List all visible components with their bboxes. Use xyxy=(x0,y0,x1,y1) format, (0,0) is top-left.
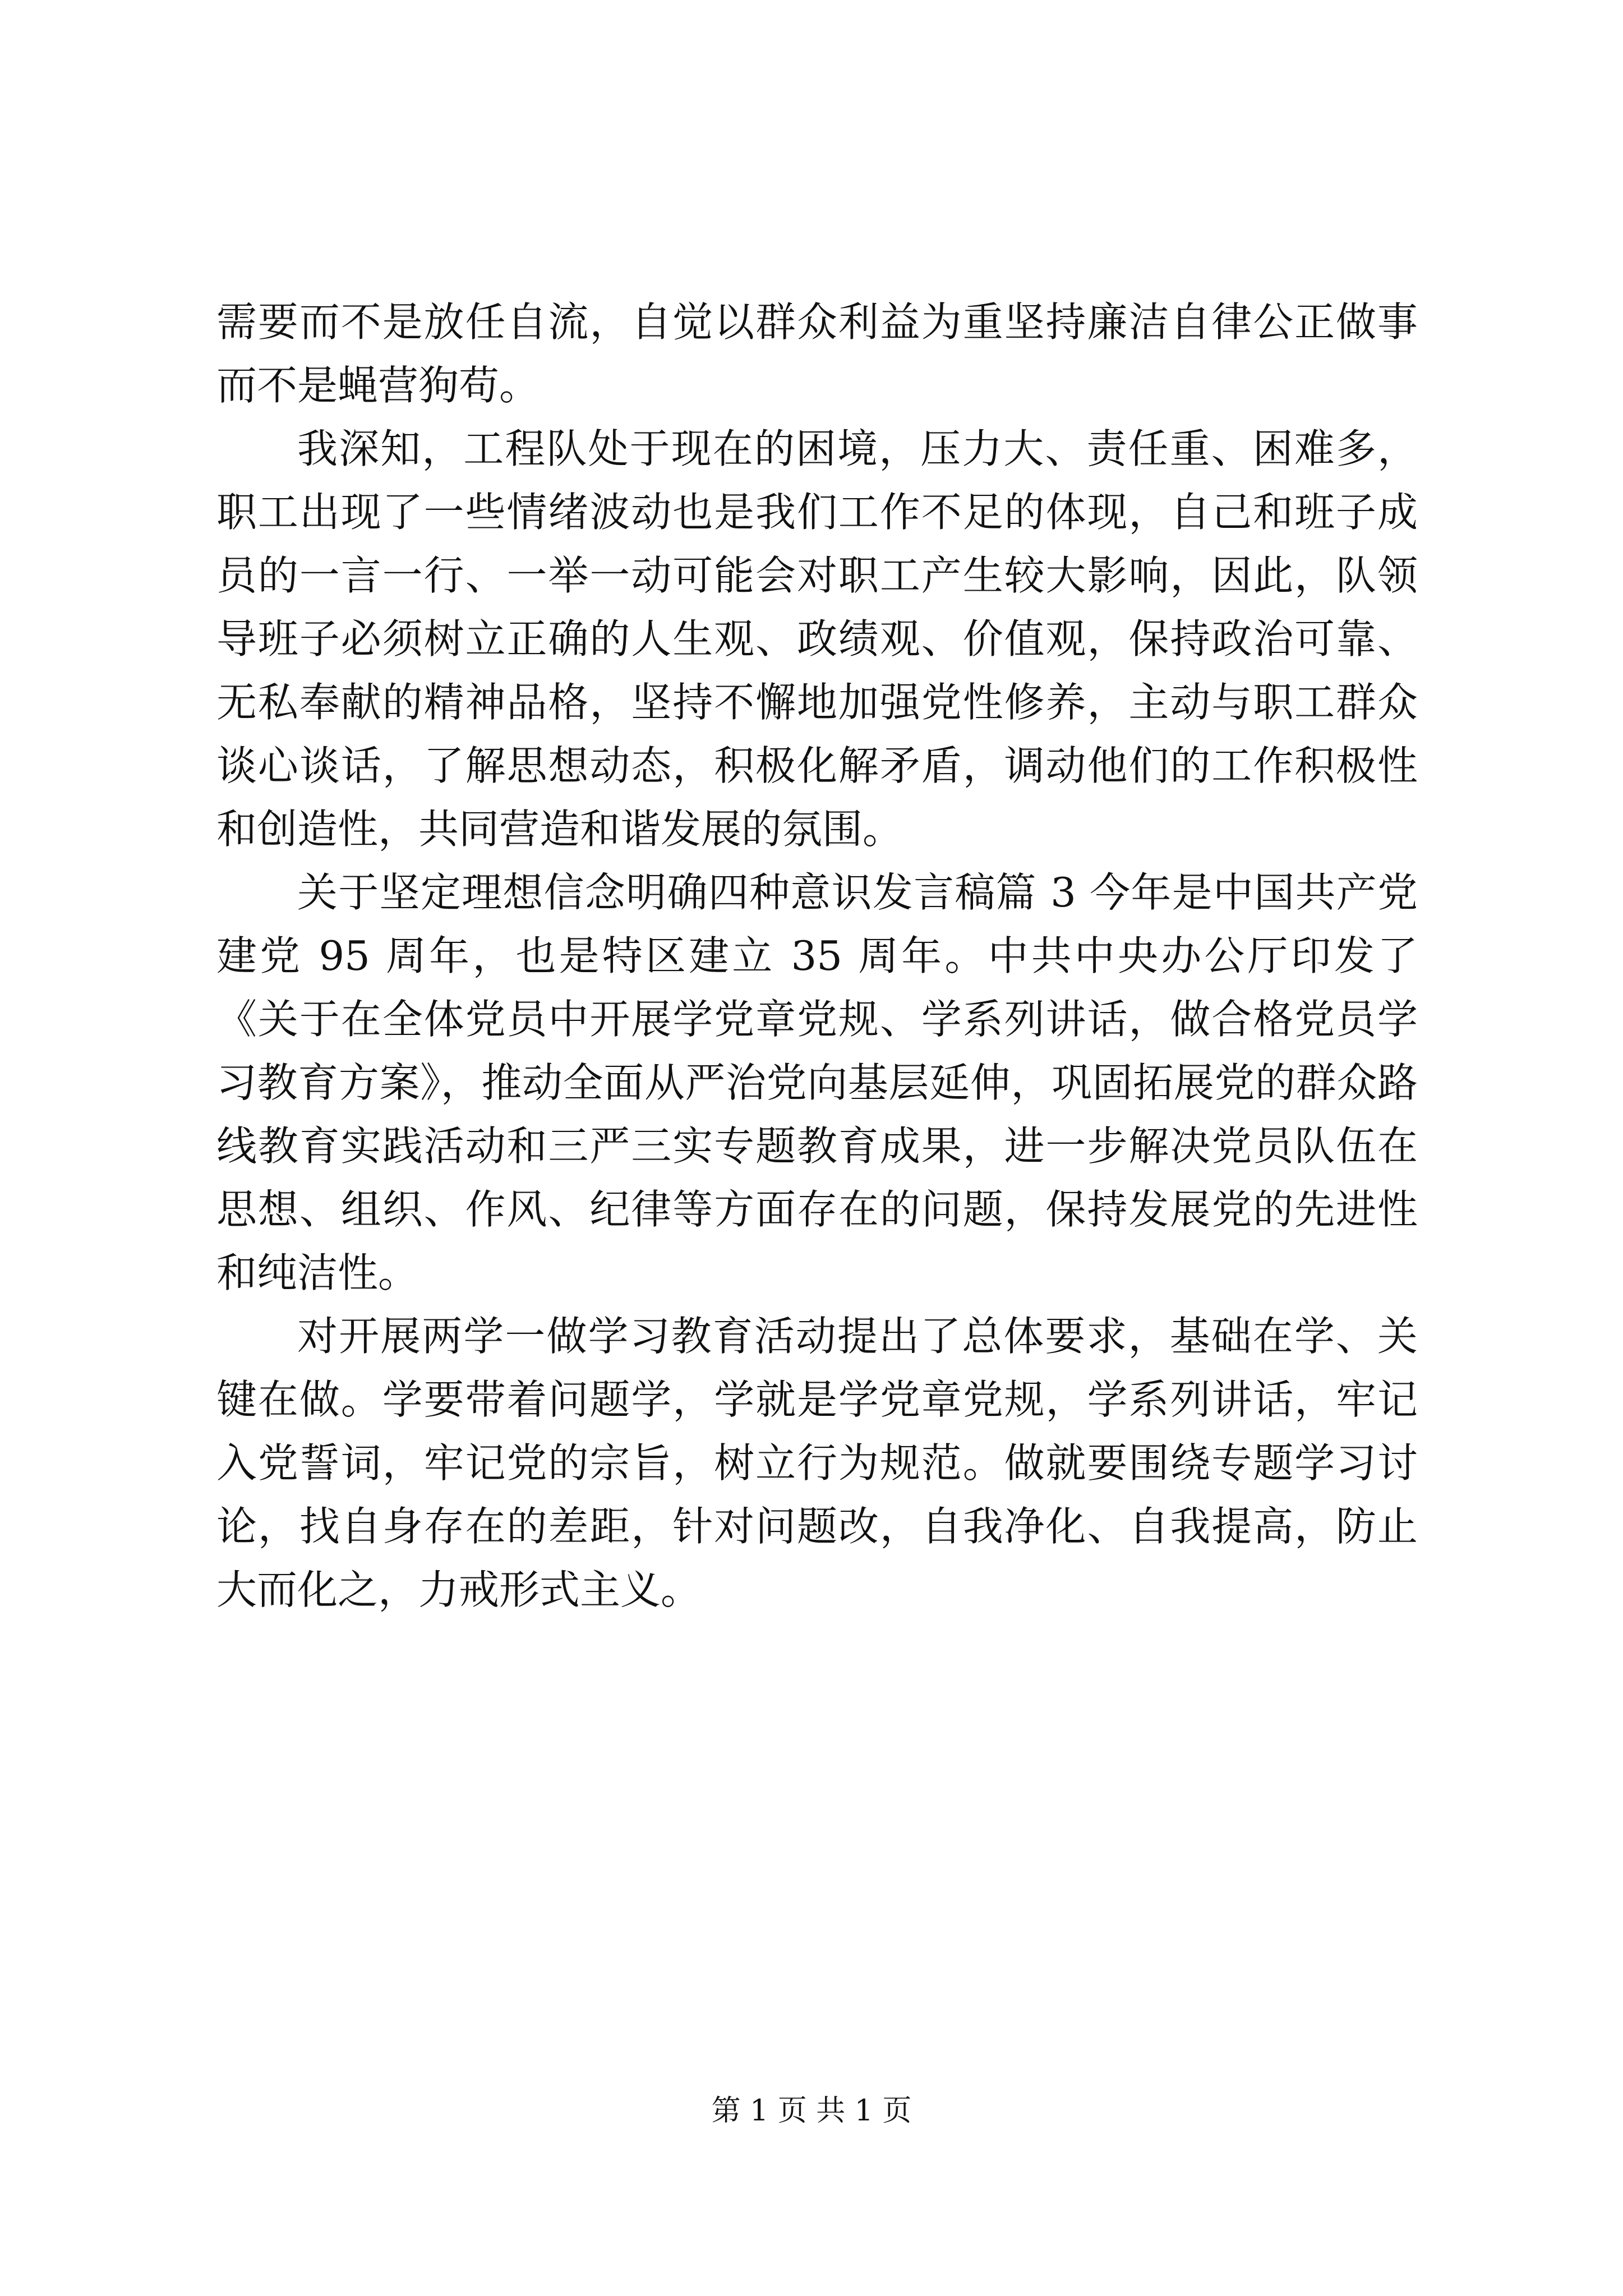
paragraph-4: 对开展两学一做学习教育活动提出了总体要求，基础在学、关键在做。学要带着问题学，学就是学党章党规，学系列讲话，牢记入党誓词，牢记党的宗旨，树立行为规范。做就要围绕专题学习讨论，找自身存在的差距，针对问题改，自我净化、自我提高，防止大而化之，力戒形式主义。 xyxy=(216,1313,1418,1613)
paragraph-1: 需要而不是放任自流，自觉以群众利益为重坚持廉洁自律公正做事而不是蝇营狗苟。 xyxy=(216,298,1418,409)
document-body xyxy=(216,291,1418,1622)
page-footer: 第 1 页 共 1 页 xyxy=(711,2094,912,2128)
paragraph-3: 关于坚定理想信念明确四种意识发言稿篇 3 今年是中国共产党建党 95 周年，也是特区建立 35 周年。中共中央办公厅印发了《关于在全体党员中开展学党章党规、学系列讲话，做合格党员学习教育方案》，推动全面从严治党向基层延伸，巩固拓展党的群众路线教育实践活动和三严三实专题教育成果，进一步解决党员队伍在思想、组织、作风、纪律等方面存在的问题，保持发展党的先进性和纯洁性。 xyxy=(216,869,1418,1296)
paragraph-2: 我深知，工程队处于现在的困境，压力大、责任重、困难多，职工出现了一些情绪波动也是我们工作不足的体现，自己和班子成员的一言一行、一举一动可能会对职工产生较大影响，因此，队领导班子必须树立正确的人生观、政绩观、价值观，保持政治可靠、无私奉献的精神品格，坚持不懈地加强党性修养，主动与职工群众谈心谈话，了解思想动态，积极化解矛盾，调动他们的工作积极性和创造性，共同营造和谐发展的氛围。 xyxy=(216,425,1418,853)
